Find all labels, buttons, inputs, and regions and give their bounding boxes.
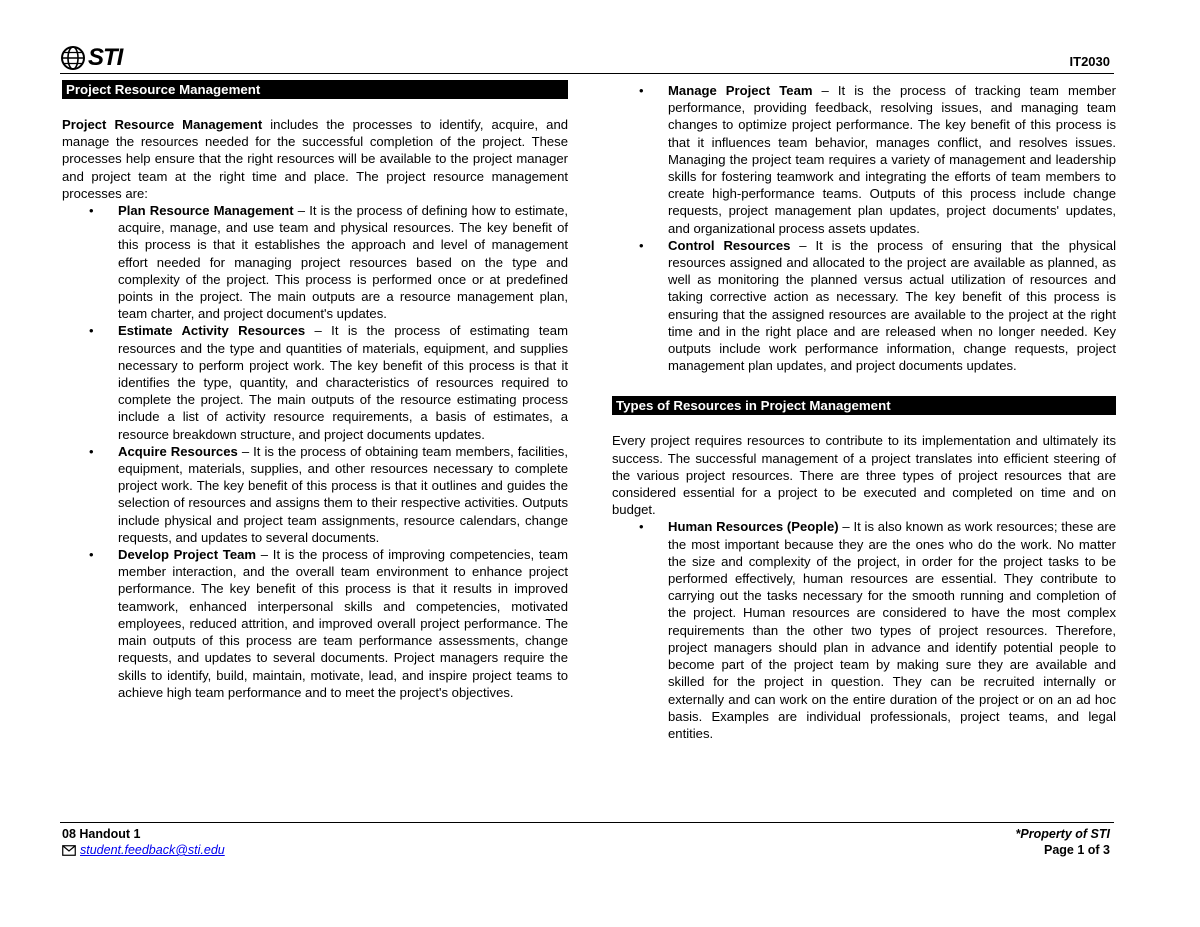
list-item-text: – It is the process of tracking team member performance, providing feedback, resolving issues, and managing team changes to optimize project performance. The key benefit of this process is that it influences team behavior, manages conflict, and resolves issues. Managing the project team requires a variety of management and leadership skills for fostering teamwork and integrating the efforts of team members to create high-performance teams. Outputs of this process include change requests, project management plan updates, project documents' updates, and organizational process assets updates. <box>668 83 1116 236</box>
right-column <box>612 82 1116 742</box>
list-item <box>62 322 568 442</box>
sti-logo <box>60 44 122 72</box>
section-title-resource-management: Project Resource Management <box>62 80 568 99</box>
list-item-term: Develop Project Team <box>118 547 257 563</box>
envelope-icon <box>62 845 76 856</box>
process-list-continued <box>612 82 1116 374</box>
types-intro-paragraph: Every project requires resources to contribute to its implementation and ultimately its success. The successful management of a project translates into efficient steering of the various project resources. There are three types of project resources that are considered essential for a project to be executed and completed on time and on budget. <box>612 433 1116 518</box>
intro-text: includes the processes to identify, acquire, and manage the resources needed for the successful completion of the project. These processes help ensure that the right resources will be available to the project manager and project team at the right time and place. The project resource management processes are: <box>62 117 569 201</box>
types-list <box>612 518 1116 742</box>
list-item <box>612 518 1116 742</box>
logo-text: STI <box>88 44 123 71</box>
bullet-icon: • <box>89 443 94 459</box>
list-item <box>62 202 568 322</box>
list-item-term: Control Resources <box>668 237 791 253</box>
list-item-term: Human Resources (People) <box>668 519 839 535</box>
footer-right <box>1016 826 1110 858</box>
list-item <box>612 82 1116 237</box>
list-item-text: – It is the process of improving competencies, team member interaction, and the overall team environment to enhance project performance. The key benefit of this process is that it results in improved teamwork, enhanced interpersonal skills and competencies, motivated employees, reduced attrition, and improved overall project performance. The main outputs of this process are team performance assessments, change requests, and updates to several documents. Project managers require the skills to identify, build, maintain, motivate, lead, and inspire project teams to achieve high team performance and to meet the project's objectives. <box>118 547 568 700</box>
intro-lead: Project Resource Management <box>62 117 263 132</box>
course-code: IT2030 <box>1069 54 1110 69</box>
section-title-types-of-resources: Types of Resources in Project Management <box>612 396 1116 415</box>
footer-left <box>62 826 225 858</box>
list-item-term: Acquire Resources <box>118 443 238 459</box>
header-divider <box>60 73 1114 74</box>
list-item-term: Estimate Activity Resources <box>118 323 306 339</box>
list-item-text: – It is the process of defining how to estimate, acquire, manage, and use team and physical resources. The key benefit of this process is that it establishes the approach and level of management effort needed for managing project resources based on the type and complexity of the project. This process is performed once or at predefined points in the project. The main outputs are a resource management plan, team charter, and project document's updates. <box>118 203 568 322</box>
list-item <box>62 546 568 701</box>
list-item-term: Manage Project Team <box>668 83 813 98</box>
bullet-icon: • <box>89 323 94 339</box>
list-item-term: Plan Resource Management <box>118 203 294 219</box>
list-item-text: – It is the process of estimating team resources and the type and quantities of materials, equipment, and supplies necessary to perform project work. The key benefit of this process is that it identifies the type, quantity, and characteristics of resources required to complete the project. The main outputs of the resource estimating process include a list of activity resource requirements, a basis of estimates, a resource breakdown structure, and project documents updates. <box>118 323 568 442</box>
footer-email-row <box>62 842 225 858</box>
process-list <box>62 202 568 701</box>
list-item-text: – It is the process of obtaining team members, facilities, equipment, materials, supplies, and other resources necessary to complete project work. The key benefit of this process is that it outlines and guides the selection of resources and assigns them to their respective activities. Outputs include physical and project team assignments, resource calendars, change requests, and updates to several documents. <box>118 443 568 545</box>
bullet-icon: • <box>89 547 94 563</box>
list-item-text: – It is also known as work resources; these are the most important because they are the ones who do the work. No matter the size and complexity of the project, in order for the project tasks to be performed effectively, human resources are essential. They contribute to carrying out the tasks necessary for the smooth running and completion of the project. Human resources are considered to have the most complex requirements than the other two types of project resources. Therefore, project managers should plan in advance and identify potential people to become part of the project team by making sure they are available and skilled for the project in question. They can be recruited internally or externally and can work on the entire duration of the project or on an ad hoc basis. Examples are individual professionals, project teams, and legal entities. <box>668 519 1117 741</box>
list-item-text: – It is the process of ensuring that the physical resources assigned and allocated to the project are available as planned, as well as monitoring the planned versus actual utilization of resources and taking corrective action as necessary. The key benefit of this process is ensuring that the assigned resources are available to the project at the right time and in the right place and are released when no longer needed. Key outputs include work performance information, change requests, project management plan updates, and project documents updates. <box>668 237 1116 374</box>
left-column <box>62 80 568 701</box>
page-number: Page 1 of 3 <box>1044 843 1110 857</box>
bullet-icon: • <box>639 83 644 98</box>
bullet-icon: • <box>89 203 94 219</box>
list-item <box>612 237 1116 375</box>
intro-paragraph <box>62 116 568 202</box>
spacer <box>612 374 1116 396</box>
feedback-email-link[interactable]: student.feedback@sti.edu <box>80 843 225 857</box>
sti-globe-icon <box>60 45 86 71</box>
bullet-icon: • <box>639 519 644 535</box>
handout-label: 08 Handout 1 <box>62 827 141 841</box>
list-item <box>62 443 568 546</box>
bullet-icon: • <box>639 237 644 253</box>
footer-divider <box>60 822 1114 823</box>
property-notice: *Property of STI <box>1015 827 1110 841</box>
